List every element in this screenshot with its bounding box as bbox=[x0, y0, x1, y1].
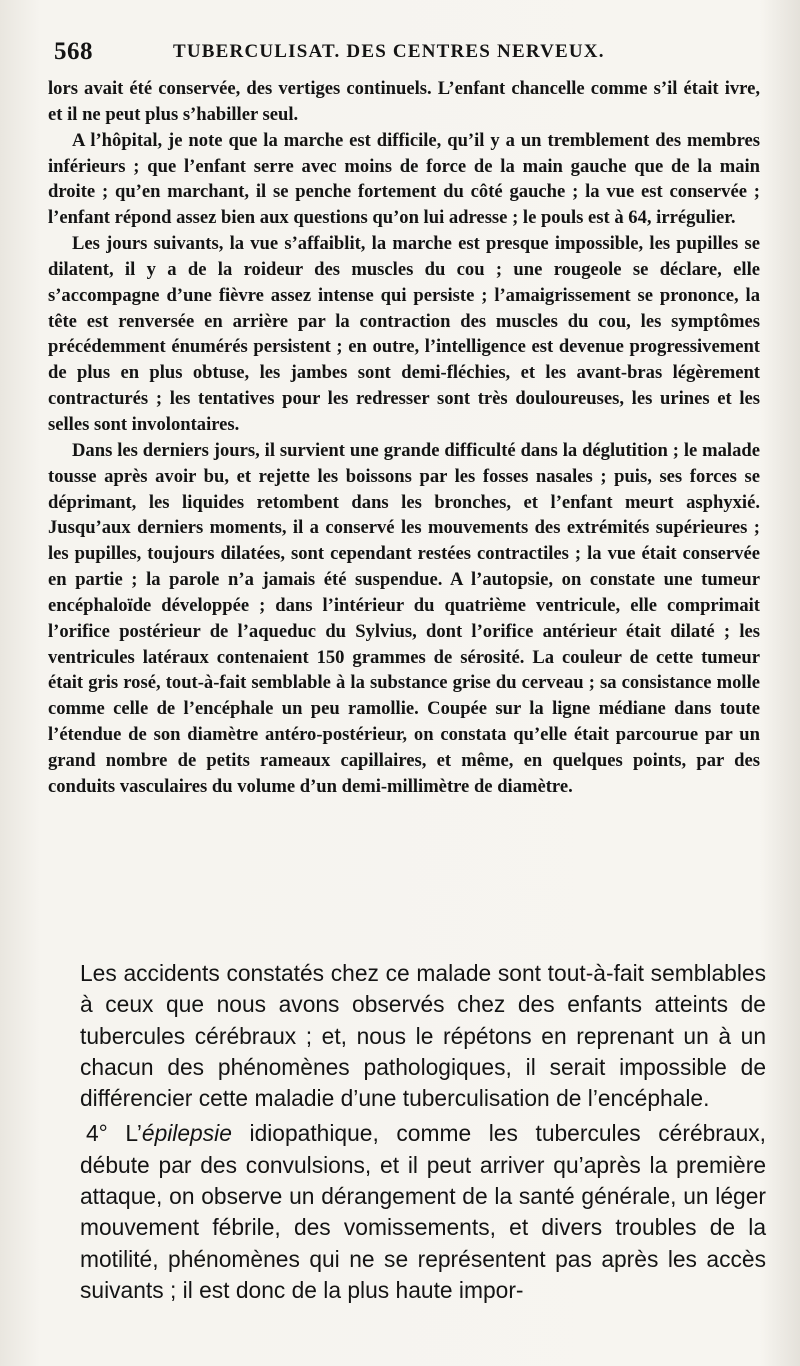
main-text bbox=[80, 958, 766, 1306]
paragraph-epilepsy-rest: idiopathique, comme les tubercules cérébraux, débute par des convulsions, et il peut arriver qu’après la première attaque, on observe un dérangement de la santé générale, un léger mouvement fébrile, des vomissements, et divers troubles de la motilité, phénomènes qui ne se représentent pas après les accès suivants ; il est donc de la plus haute impor- bbox=[80, 1120, 766, 1303]
running-head: TUBERCULISAT. DES CENTRES NERVEUX. bbox=[173, 41, 605, 62]
page-number: 568 bbox=[54, 38, 93, 65]
paragraph-hospital: A l’hôpital, je note que la marche est difficile, qu’il y a un tremblement des membres inférieurs ; que l’enfant serre avec moins de force de la main gauche que de la main droite ; qu’en marchant, il se penche fortement du côté gauche ; la vue est conservée ; l’enfant répond assez bien aux questions qu’on lui adresse ; le pouls est à 64, irrégulier. bbox=[48, 129, 760, 229]
epilepsy-term: épilepsie bbox=[141, 1120, 232, 1147]
paragraph-last-days: Dans les derniers jours, il survient une grande difficulté dans la déglutition ; le malade tousse après avoir bu, et rejette les boissons par les fosses nasales ; puis, ses forces se déprimant, les liquides retombent dans les bronches, et l’enfant meurt asphyxié. Jusqu’aux derniers moments, il a conservé les mouvements des extrémités supérieures ; les pupilles, toujours dilatées, sont cependant restées contractiles ; la vue était conservée en partie ; la parole n’a jamais été suspendue. A l’autopsie, on constate une tumeur encéphaloïde développée ; dans l’intérieur du quatrième ventricule, elle comprimait l’orifice postérieur de l’aqueduc du Sylvius, dont l’orifice antérieur était dilaté ; les ventricules latéraux contenaient 150 grammes de sérosité. La couleur de cette tumeur était gris rosé, tout-à-fait semblable à la substance grise du cerveau ; sa consistance molle comme celle de l’encéphale un peu ramollie. Coupée sur la ligne médiane dans toute l’étendue de son diamètre antéro-postérieur, on constata qu’elle était parcourue par un grand nombre de petits rameaux capillaires, et même, en quelques points, par des conduits vasculaires du volume d’un demi-millimètre de diamètre. bbox=[48, 439, 760, 797]
page-header bbox=[48, 38, 748, 72]
paragraph-epilepsy-prefix: 4° L’ bbox=[86, 1120, 142, 1147]
paragraph-accidents: Les accidents constatés chez ce malade sont tout-à-fait semblables à ceux que nous avons observés chez des enfants atteints de tubercules cérébraux ; et, nous le répétons en reprenant un à un chacun des phénomènes pathologiques, il serait impossible de différencier cette maladie d’une tuberculisation de l’encéphale. bbox=[80, 960, 766, 1112]
paragraph-continuation: lors avait été conservée, des vertiges continuels. L’enfant chancelle comme s’il était ivre, et il ne peut plus s’habiller seul. bbox=[48, 78, 760, 125]
case-report-text bbox=[48, 76, 760, 800]
paragraph-following-days: Les jours suivants, la vue s’affaiblit, la marche est presque impossible, les pupilles se dilatent, il y a de la roideur des muscles du cou ; une rougeole se déclare, elle s’accompagne d’une fièvre assez intense qui persiste ; l’amaigrissement se prononce, la tête est renversée en arrière par la contraction des muscles du cou, les symptômes précédemment énumérés persistent ; en outre, l’intelligence est devenue progressivement de plus en plus obtuse, les jambes sont demi-fléchies, et les avant-bras légèrement contracturés ; les tentatives pour les redresser sont très douloureuses, les urines et les selles sont involontaires. bbox=[48, 233, 760, 435]
paragraph-epilepsy bbox=[80, 1118, 766, 1306]
